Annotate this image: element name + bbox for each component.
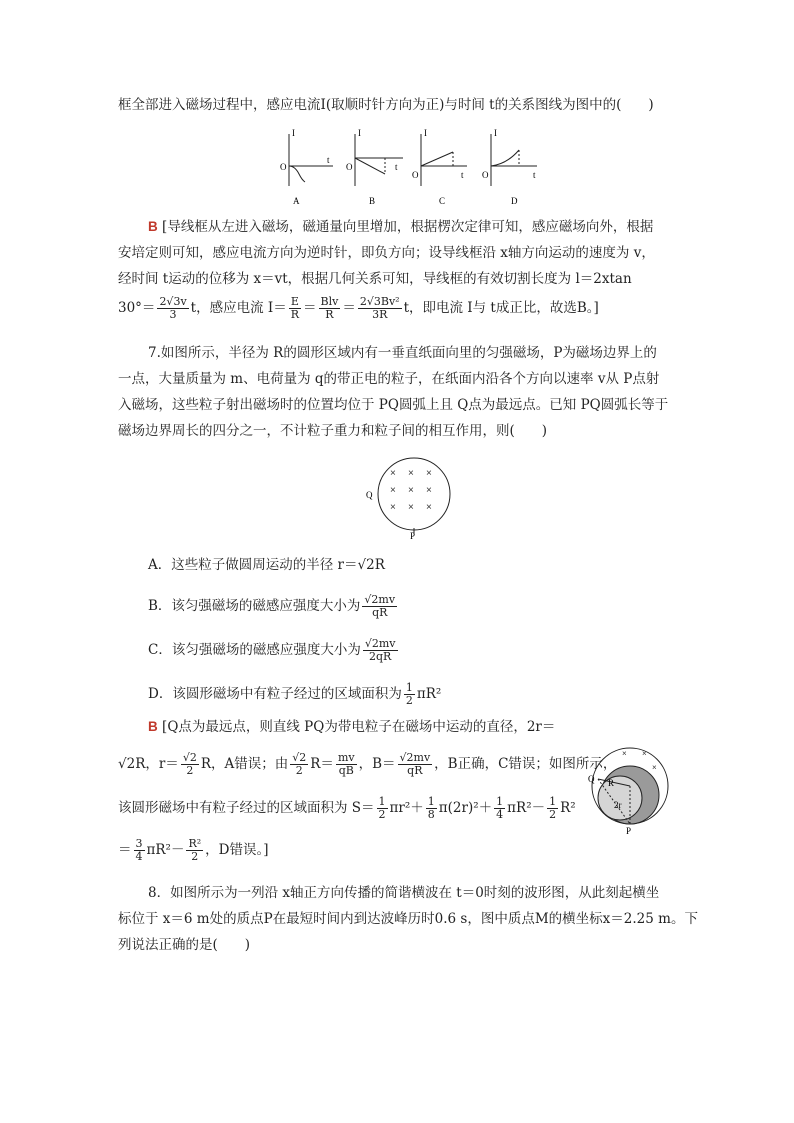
svg-text:O: O: [412, 170, 419, 180]
a6-text1: [导线框从左进入磁场，磁通量向里增加，根据楞次定律可知，感应磁场向外，根据: [162, 219, 654, 235]
a7-letter: B: [148, 719, 158, 734]
q7-line3: 入磁场，这些粒子射出磁场时的位置均位于 PQ圆弧上且 Q点为最远点。已知 PQ圆弧长等于: [118, 397, 669, 413]
graph-c-label: C: [439, 196, 446, 206]
graph-a: [280, 128, 333, 206]
a7-figure: [586, 744, 676, 836]
svg-text:O: O: [280, 162, 287, 172]
svg-text:×: ×: [408, 468, 414, 479]
svg-text:I: I: [292, 128, 295, 138]
q7-label-q: Q: [366, 490, 373, 500]
q7-line1: 7.如图所示，半径为 R的圆形区域内有一垂直纸面向里的匀强磁场，P为磁场边界上的: [148, 345, 657, 361]
q7-option-a: A．这些粒子做圆周运动的半径 r＝√2R: [148, 557, 385, 573]
svg-text:×: ×: [426, 502, 432, 513]
q7-option-d: D．该圆形磁场中有粒子经过的区域面积为 $\frac{1}{2}$ πR²: [148, 681, 442, 707]
a6-letter: B: [148, 219, 158, 234]
svg-text:I: I: [358, 128, 361, 138]
a6-line1: [148, 218, 653, 236]
graph-a-label: A: [293, 196, 300, 206]
svg-text:t: t: [461, 170, 464, 180]
a6-frac3: $\frac{\text{Blv}}{R}$: [320, 295, 339, 321]
q7-label-p: P: [410, 531, 416, 540]
svg-text:t: t: [395, 162, 398, 172]
a7-line4: ＝ $\frac{3}{4}$ πR²－ $\frac{\text{R²}}{2}$ ，D错误。]: [118, 837, 269, 863]
svg-text:×: ×: [390, 502, 396, 513]
graph-b-label: B: [369, 196, 376, 206]
a7-line1: B [Q点为最远点，则直线 PQ为带电粒子在磁场中运动的直径，2r＝: [148, 719, 556, 735]
a6-frac2: $\frac{E}{R}$: [290, 295, 300, 321]
a6-line2: 安培定则可知，感应电流方向为逆时针，即负方向；设导线框沿 x轴方向运动的速度为 v，: [118, 245, 655, 261]
graph-d-label: D: [511, 196, 518, 206]
q7-figure: [362, 456, 462, 540]
a7-line2: √2R，r＝ $\frac{√2}{2}$ R，A错误；由 $\frac{√2}{2}$ R＝ $\frac{mv}{qB}$ ，B＝ $\frac{√2mv}{qR}$ ，B正确，C错误；如图所示，: [118, 751, 617, 777]
q7-option-c: C．该匀强磁场的磁感应强度大小为 $\frac{√2mv}{2qR}$: [148, 637, 396, 663]
svg-text:×: ×: [652, 763, 657, 772]
svg-text:×: ×: [642, 749, 647, 758]
svg-text:×: ×: [408, 502, 414, 513]
a7-line3: 该圆形磁场中有粒子经过的区域面积为 S＝ $\frac{1}{2}$ πr²＋ $\frac{1}{8}$ π(2r)²＋ $\frac{1}{4}$ πR²－ $\frac{1}{2}$ R²: [118, 795, 576, 821]
svg-text:O: O: [346, 162, 353, 172]
svg-text:×: ×: [390, 468, 396, 479]
a6-frac1: $\frac{2√3v}{3}$: [159, 295, 187, 321]
q6-stem: 框全部进入磁场过程中，感应电流I(取顺时针方向为正)与时间 t的关系图线为图中的( ): [118, 97, 654, 113]
svg-text:Q: Q: [588, 774, 595, 784]
graph-d: [482, 128, 537, 206]
graph-c: [412, 128, 467, 206]
svg-text:O: O: [482, 170, 489, 180]
q7-line2: 一点，大量质量为 m、电荷量为 q的带正电的粒子，在纸面内沿各个方向以速率 v从 P点射: [118, 371, 660, 387]
svg-text:×: ×: [426, 468, 432, 479]
a6-line4: 30°＝ $\frac{2√3v}{3}$ t，感应电流 I＝ $\frac{E}{R}$ ＝ $\frac{\text{Blv}}{R}$ ＝ $\frac{\text{2√3Bv²}}{3R}$ t，即电流 I与 t成正比，故选B。]: [118, 295, 599, 321]
svg-text:×: ×: [622, 749, 627, 758]
svg-text:×: ×: [426, 485, 432, 496]
q6-graphs: [275, 126, 545, 206]
q8-line3: 列说法正确的是( ): [118, 937, 251, 953]
q8-line2: 标位于 x＝6 m处的质点P在最短时间内到达波峰历时0.6 s，图中质点M的横坐标x＝2.25 m。下: [118, 911, 698, 927]
svg-text:×: ×: [408, 485, 414, 496]
svg-text:P: P: [626, 826, 632, 836]
a6-frac4: $\frac{\text{2√3Bv²}}{3R}$: [359, 295, 400, 321]
svg-text:I: I: [494, 128, 497, 138]
svg-text:2r: 2r: [614, 800, 622, 810]
graph-b: [346, 128, 403, 206]
svg-text:t: t: [533, 170, 536, 180]
svg-text:×: ×: [390, 485, 396, 496]
q7-option-b: B．该匀强磁场的磁感应强度大小为 $\frac{√2mv}{qR}$: [148, 593, 396, 619]
a6-line3: 经时间 t运动的位移为 x＝vt，根据几何关系可知，导线框的有效切割长度为 l＝2xtan: [118, 271, 632, 287]
q8-line1: 8．如图所示为一列沿 x轴正方向传播的简谐横波在 t＝0时刻的波形图，从此刻起横坐: [148, 885, 660, 901]
q7-line4: 磁场边界周长的四分之一，不计粒子重力和粒子间的相互作用，则( ): [118, 423, 548, 439]
svg-text:I: I: [424, 128, 427, 138]
svg-text:R: R: [608, 778, 615, 788]
svg-text:t: t: [327, 155, 330, 165]
